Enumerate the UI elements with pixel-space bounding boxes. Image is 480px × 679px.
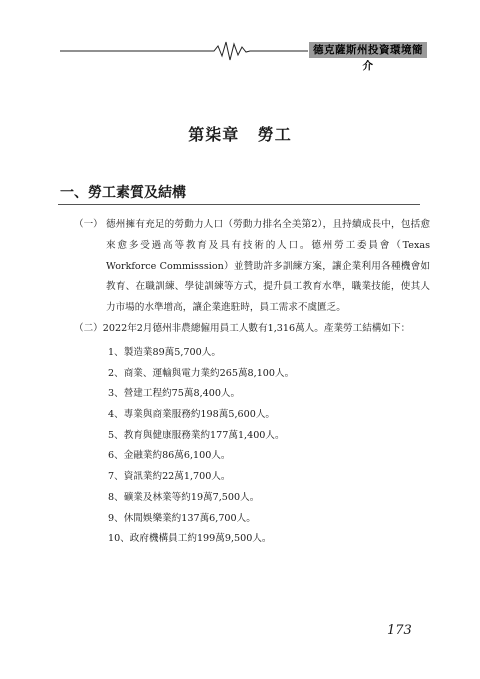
page-number: 173 (387, 623, 412, 638)
list-item: 10、政府機構員工約199萬9,500人。 (108, 533, 272, 545)
section-title: 一、勞工素質及結構 (60, 185, 186, 201)
paragraph-1-text: 德州擁有充足的勞動力人口（勞動力排名全美第2），且持續成長中，包括愈來愈多受過高等教育及具有技術的人口。德州勞工委員會（Texas Workforce Commisssion）並贊助許多訓練方案，讓企業利用各種機會如教育、在職訓練、學徒訓練等方式，提升員工教育水準，職業技能，使其人力市場的水準增高，讓企業進駐時，員工需求不虞匱乏。 (106, 219, 430, 314)
list-item: 5、教育與健康服務業約177萬1,400人。 (108, 429, 285, 441)
list-item: 8、礦業及林業等約19萬7,500人。 (108, 491, 260, 503)
list-item: 3、營建工程約75萬8,400人。 (108, 388, 241, 400)
list-item: 6、金融業約86萬6,100人。 (108, 450, 231, 462)
section-divider (58, 204, 420, 205)
paragraph-2: （二）2022年2月德州非農總僱用員工人數有1,316萬人。產業勞工結構如下： (74, 323, 411, 334)
chapter-title: 勞工 (257, 125, 292, 144)
chapter-heading (0, 122, 480, 145)
list-item: 4、專業與商業服務約198萬5,600人。 (108, 409, 276, 421)
paragraph-1-marker: （一） (74, 219, 103, 230)
paragraph-1 (74, 215, 430, 319)
list-item: 9、休閒娛樂業約137萬6,700人。 (108, 512, 256, 524)
header-title: 德克薩斯州投資環境簡介 (309, 42, 427, 58)
chapter-number: 第柒章 (188, 125, 240, 144)
list-item: 7、資訊業約22萬1,700人。 (108, 471, 231, 483)
list-item: 2、商業、運輸與電力業約265萬8,100人。 (108, 367, 295, 379)
running-header (0, 38, 480, 72)
list-item: 1、製造業89萬5,700人。 (108, 347, 221, 358)
industry-list (108, 343, 294, 550)
